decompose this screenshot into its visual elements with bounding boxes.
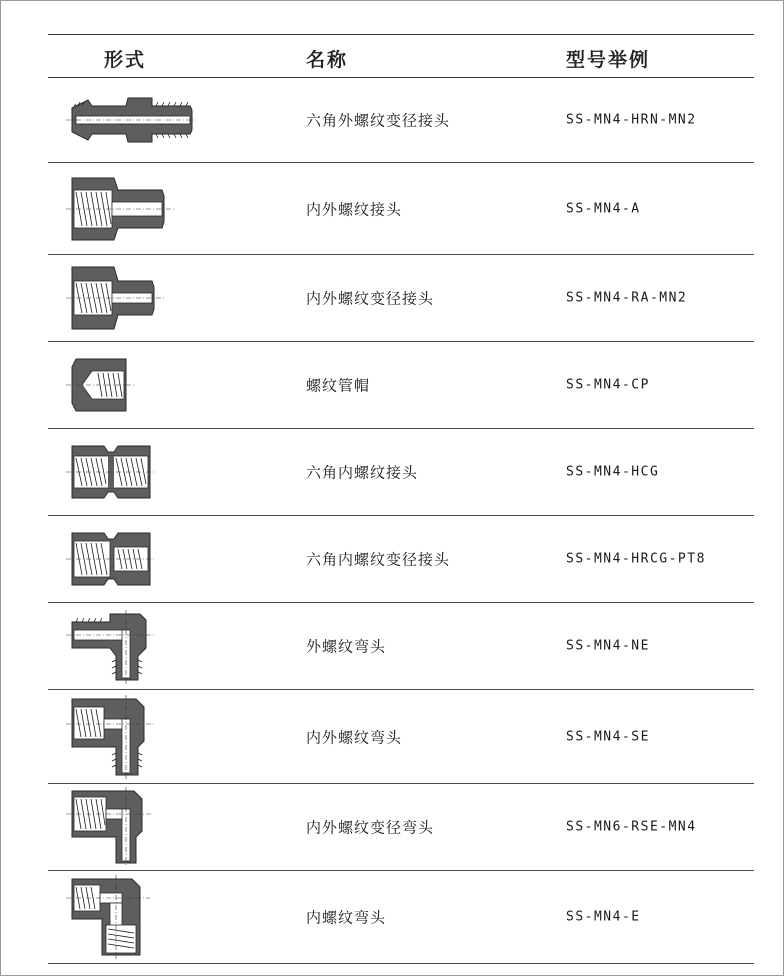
header-name: 名称	[306, 49, 349, 71]
fitting-name: 螺纹管帽	[306, 376, 371, 395]
table-row	[48, 603, 754, 690]
header-form: 形式	[104, 49, 147, 71]
male-elbow-icon	[66, 603, 206, 689]
table-header	[48, 35, 754, 77]
table-row	[48, 163, 754, 255]
female-male-elbow-icon	[66, 690, 206, 783]
hex-reducing-female-coupling-icon	[66, 516, 206, 602]
fittings-table	[48, 34, 754, 964]
fitting-name: 六角内螺纹变径接头	[306, 550, 451, 569]
table-row	[48, 255, 754, 342]
fitting-model: SS-MN4-SE	[566, 729, 650, 744]
fitting-model: SS-MN4-HCG	[566, 464, 660, 480]
reducing-female-male-elbow-icon	[66, 784, 206, 870]
table-row	[48, 78, 754, 163]
table-row	[48, 516, 754, 603]
hex-reducing-male-connector-icon	[66, 78, 206, 162]
fitting-name: 六角内螺纹接头	[306, 463, 419, 482]
female-elbow-icon	[66, 871, 206, 963]
fitting-model: SS-MN4-HRN-MN2	[566, 112, 697, 128]
fitting-name: 内外螺纹变径接头	[306, 289, 435, 308]
table-row	[48, 784, 754, 871]
header-model: 型号举例	[566, 49, 651, 71]
fitting-model: SS-MN4-E	[566, 909, 641, 925]
fitting-name: 内外螺纹变径弯头	[306, 818, 435, 837]
fitting-model: SS-MN4-A	[566, 201, 641, 216]
table-row	[48, 429, 754, 516]
table-row	[48, 690, 754, 784]
fitting-name: 六角外螺纹变径接头	[306, 111, 451, 130]
table-row	[48, 871, 754, 964]
female-male-adapter-icon	[66, 163, 206, 254]
fitting-name: 内外螺纹接头	[306, 200, 403, 218]
reducing-female-male-adapter-icon	[66, 255, 206, 341]
fitting-name: 外螺纹弯头	[306, 637, 387, 656]
threaded-pipe-cap-icon	[66, 342, 206, 428]
fitting-model: SS-MN4-RA-MN2	[566, 290, 688, 306]
fitting-name: 内螺纹弯头	[306, 908, 387, 927]
fitting-model: SS-MN6-RSE-MN4	[566, 819, 697, 835]
hex-female-coupling-icon	[66, 429, 206, 515]
fitting-name: 内外螺纹弯头	[306, 728, 403, 746]
fitting-model: SS-MN4-HRCG-PT8	[566, 551, 706, 567]
fitting-model: SS-MN4-CP	[566, 377, 650, 393]
table-row	[48, 342, 754, 429]
fitting-model: SS-MN4-NE	[566, 638, 650, 654]
